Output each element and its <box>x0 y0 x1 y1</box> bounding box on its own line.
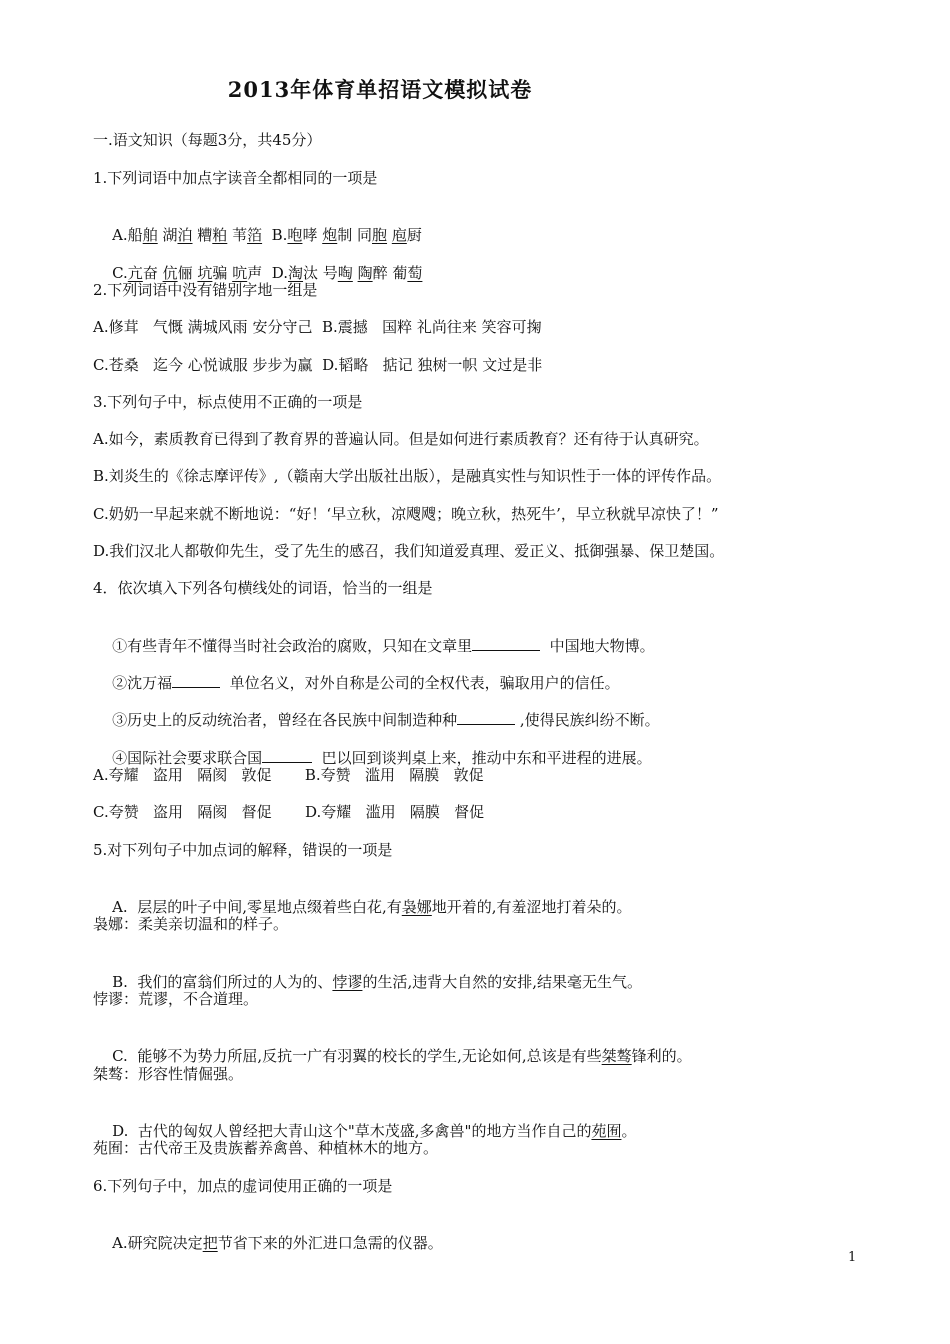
question-5-option-c-explanation: 桀骜：形容性情倔强。 <box>93 1065 244 1083</box>
question-5-option-a-explanation: 袅娜：柔美亲切温和的样子。 <box>93 915 289 933</box>
question-5-option-c: C. 能够不为势力所屈,反抗一广有羽翼的校长的学生,无论如何,总该是有些桀骜锋利的。 <box>112 1047 692 1065</box>
question-3-option-b: B.刘炎生的《徐志摩评传》,（赣南大学出版社出版），是融真实性与知识性于一体的评传作品。 <box>93 467 722 485</box>
question-6-stem: 6.下列句子中，加点的虚词使用正确的一项是 <box>93 1177 393 1195</box>
question-4-sentence-3: ③历史上的反动统治者，曾经在各民族中间制造种种 ,使得民族纠纷不断。 <box>112 711 660 729</box>
question-5-option-d-explanation: 苑囿：古代帝王及贵族蓄养禽兽、种植林木的地方。 <box>93 1139 439 1157</box>
question-6-option-a: A.研究院决定把节省下来的外汇进口急需的仪器。 <box>112 1234 443 1252</box>
question-4-sentence-2: ②沈万福 单位名义，对外自称是公司的全权代表，骗取用户的信任。 <box>112 674 620 692</box>
question-2-option-cd: C.苍桑 迄今 心悦诚服 步步为赢 D.韬略 掂记 独树一帜 文过是非 <box>93 356 543 374</box>
question-2-stem: 2.下列词语中没有错别字地一组是 <box>93 281 318 299</box>
question-5-option-b: B. 我们的富翁们所过的人为的、悖谬的生活,违背大自然的安排,结果毫无生气。 <box>112 973 642 991</box>
fill-blank <box>262 748 312 763</box>
question-4-stem: 4．依次填入下列各句横线处的词语，恰当的一组是 <box>93 579 433 597</box>
question-5-stem: 5.对下列句子中加点词的解释，错误的一项是 <box>93 841 393 859</box>
question-3-option-a: A.如今，素质教育已得到了教育界的普遍认同。但是如何进行素质教育？还有待于认真研究。 <box>93 430 709 448</box>
question-1-stem: 1.下列词语中加点字读音全都相同的一项是 <box>93 169 378 187</box>
question-4-option-cd: C.夸赞 盗用 隔阂 督促 D.夸耀 滥用 隔膜 督促 <box>93 803 485 821</box>
question-5-option-a: A. 层层的叶子中间,零星地点缀着些白花,有袅娜地开着的,有羞涩地打着朵的。 <box>112 898 632 916</box>
question-1-option-ab: A.船舶 湖泊 糟粕 苇箔 B.咆哮 炮制 同胞 庖厨 <box>112 226 422 244</box>
section-heading: 一.语文知识（每题3分，共45分） <box>93 131 322 149</box>
page-title: 2013年体育单招语文模拟试卷 <box>227 77 533 102</box>
question-3-stem: 3.下列句子中，标点使用不正确的一项是 <box>93 393 363 411</box>
question-1-option-cd: C.亢奋 伉俪 坑骗 吭声 D.淘汰 号啕 陶醉 葡萄 <box>112 264 423 282</box>
page-number: 1 <box>848 1250 857 1265</box>
question-3-option-c: C.奶奶一早起来就不断地说：“好！‘早立秋，凉飕飕；晚立秋，热死牛’，早立秋就早凉快了！” <box>93 505 719 523</box>
question-4-sentence-1: ①有些青年不懂得当时社会政治的腐败，只知在文章里 中国地大物博。 <box>112 637 655 655</box>
fill-blank <box>172 673 220 688</box>
question-5-option-d: D. 古代的匈奴人曾经把大青山这个"草木茂盛,多禽兽"的地方当作自己的苑囿。 <box>112 1122 637 1140</box>
question-4-option-ab: A.夸耀 盗用 隔阂 敦促 B.夸赞 滥用 隔膜 敦促 <box>93 766 484 784</box>
fill-blank <box>457 710 515 725</box>
question-3-option-d: D.我们汉北人都敬仰先生，受了先生的感召，我们知道爱真理、爱正义、抵御强暴、保卫楚国。 <box>93 542 725 560</box>
fill-blank <box>472 636 540 651</box>
question-5-option-b-explanation: 悖谬：荒谬，不合道理。 <box>93 990 259 1008</box>
question-2-option-ab: A.修茸 气慨 满城风雨 安分守己 B.震撼 国粹 礼尚往来 笑容可掬 <box>93 318 542 336</box>
question-4-sentence-4: ④国际社会要求联合国 巴以回到谈判桌上来，推动中东和平进程的进展。 <box>112 749 652 767</box>
